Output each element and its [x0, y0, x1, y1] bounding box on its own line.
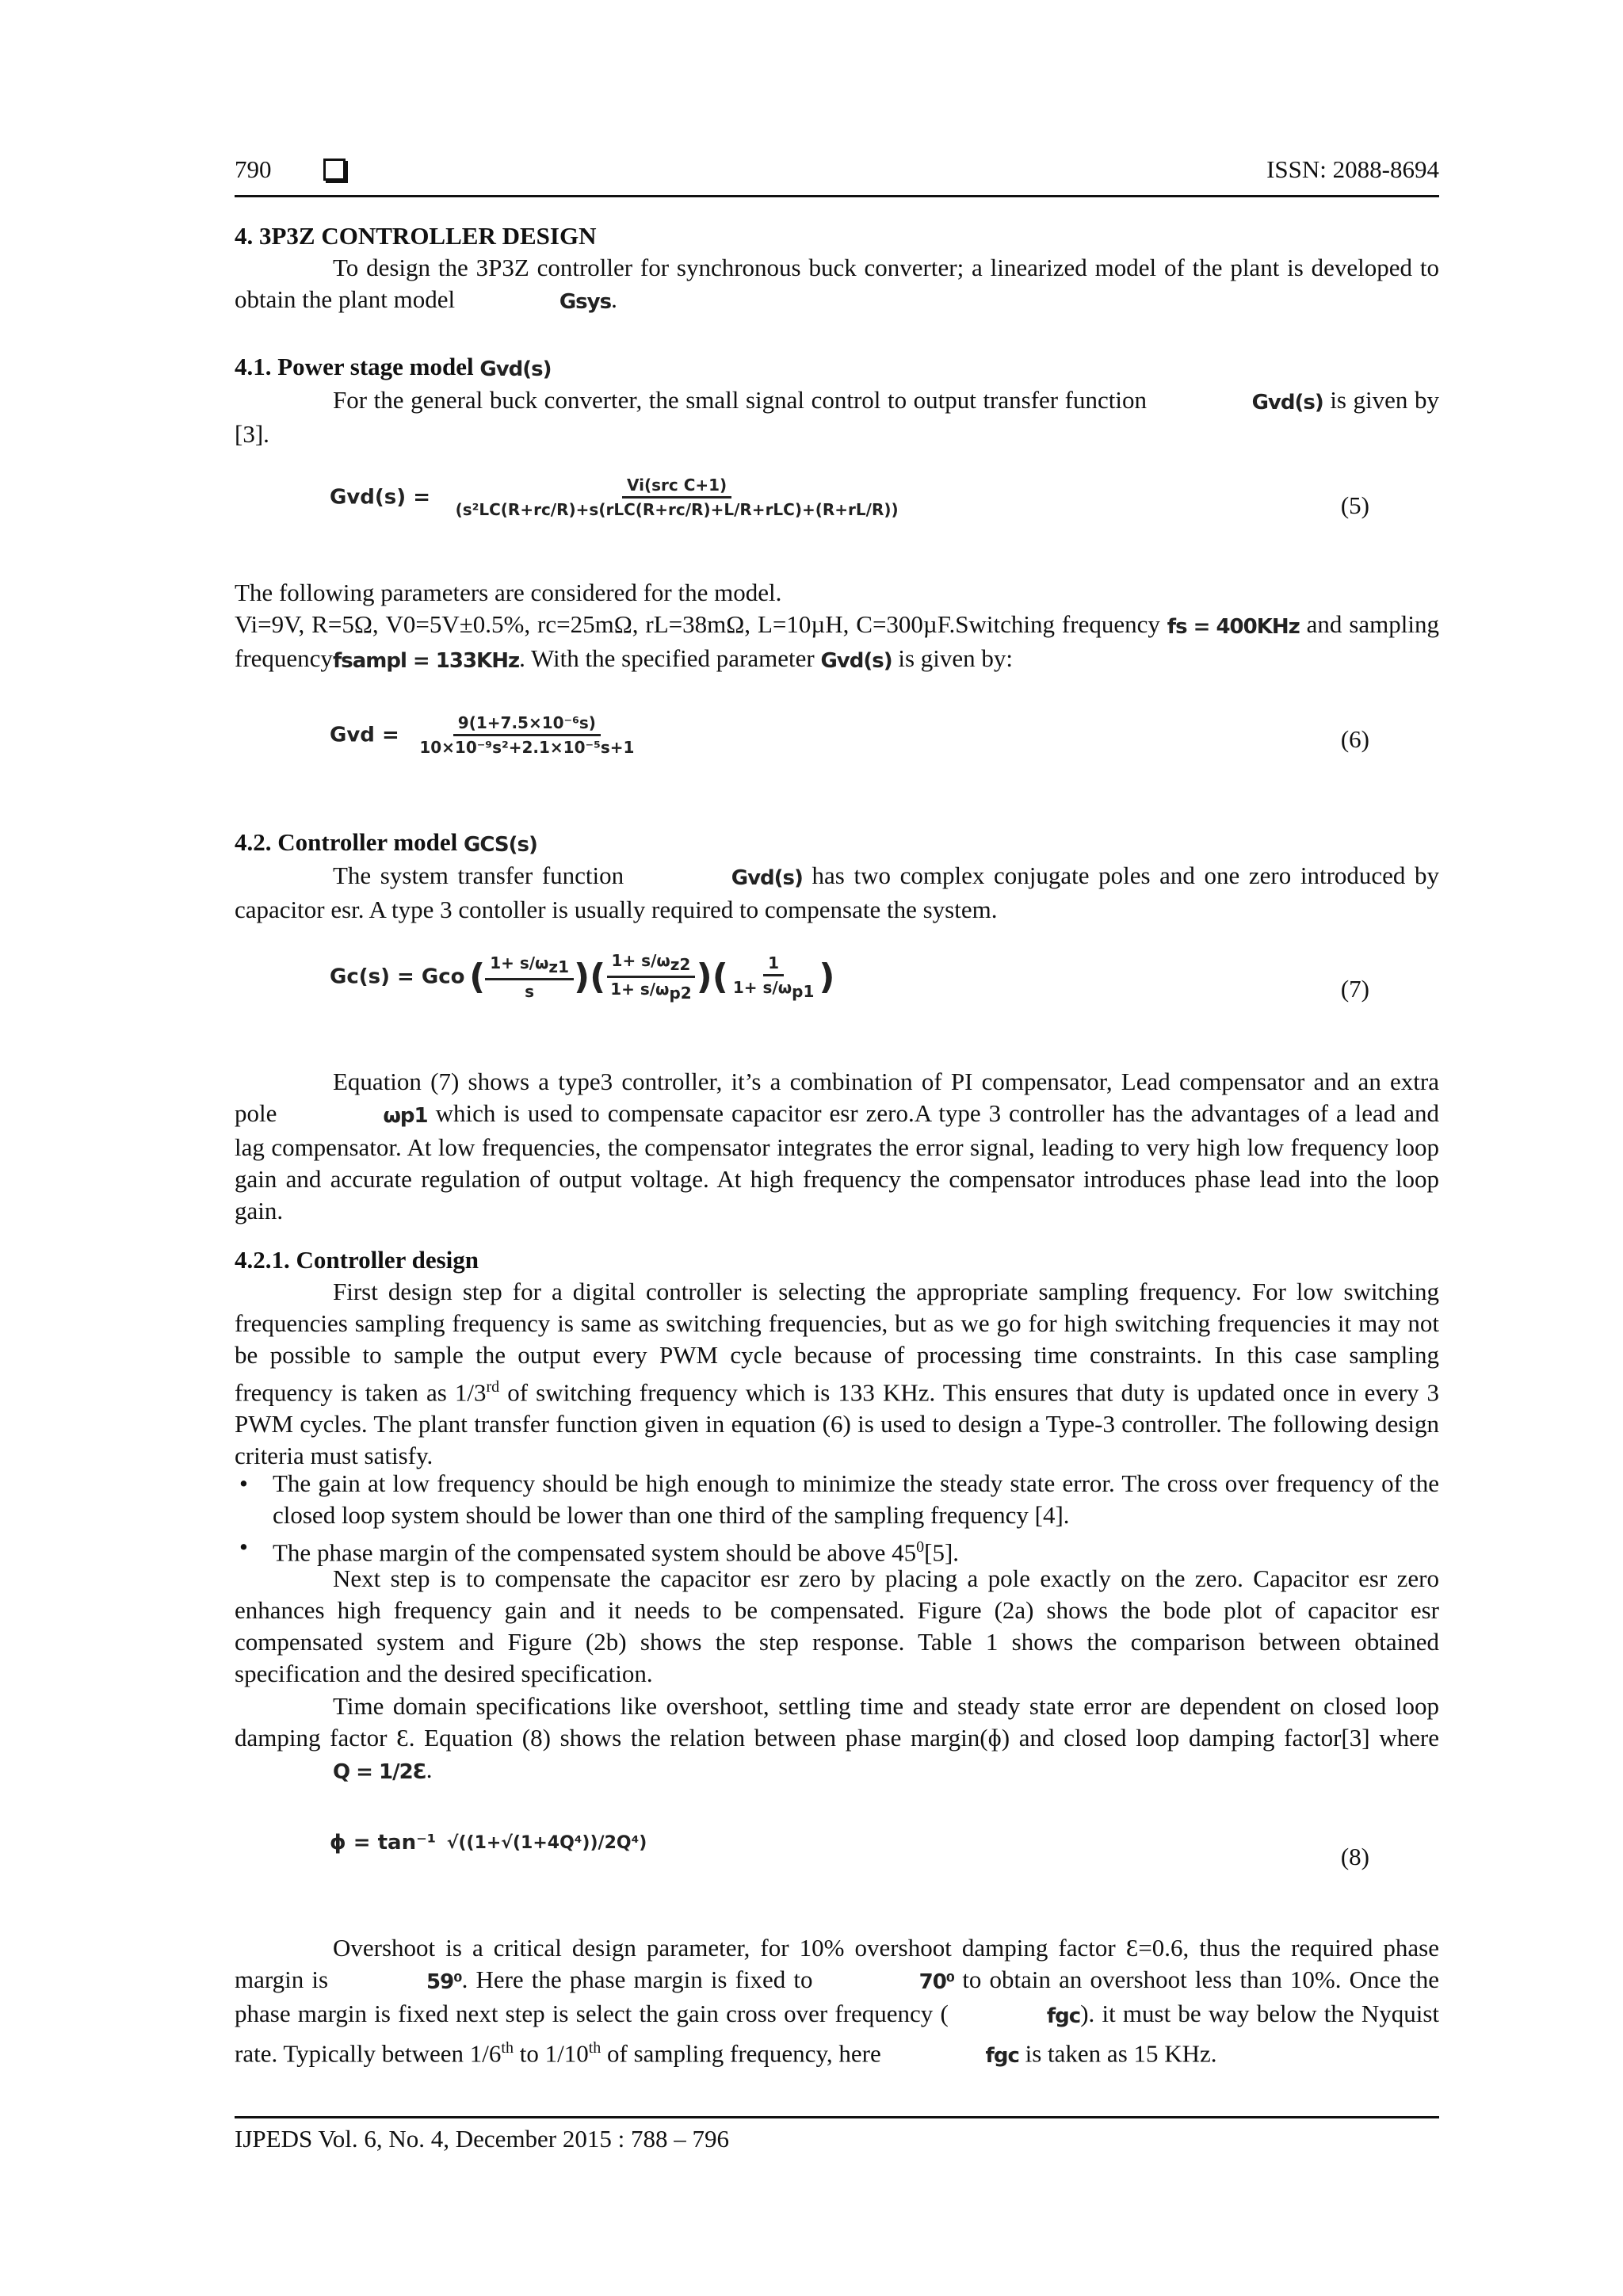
gvd-math: Gvd(s): [479, 357, 552, 381]
section-4-2-paragraph: The system transfer function Gvd(s) has two complex conjugate poles and one zero introduced by capacitor esr. A type 3 contoller is usually required to compensate the system.: [235, 861, 1440, 923]
type3-controller-paragraph: Equation (7) shows a type3 controller, it’s a combination of PI compensator, Lead compensator and an extra pole ωp1 which is used to compensate capacitor esr zero.A type 3 controller has the advantages of a lead and lag compensator. At low frequencies, the compensator integrates the error signal, leading to very high low frequency loop gain and accurate regulation of output voltage. At high frequency the compensator introduces phase lead into the loop gain.: [235, 1068, 1440, 1224]
section-4-1-paragraph: For the general buck converter, the small signal control to output transfer function Gvd(s) is given by [3].: [235, 386, 1439, 448]
equation-5: Gvd(s) = $\frac{\text{Vi(src C+1)}}{\text{(s²LC(R+rc/R)+s(rLC(R+rc/R)+L/R+rLC)+(R+rL/R))}}$: [330, 476, 899, 519]
running-header: [235, 155, 1439, 197]
section-4-paragraph: To design the 3P3Z controller for synchronous buck converter; a linearized model of the plant is developed to obtain the plant model Gsys.: [235, 252, 1439, 318]
parameters-list: Vi=9V, R=5Ω, V0=5V±0.5%, rc=25mΩ, rL=38mΩ, L=10µH, C=300µF.Switching frequency fs = 400KHz and sampling frequencyfsampl = 133KHz. With the specified parameter Gvd(s) is given by:: [235, 610, 1439, 673]
esr-compensation-paragraph: Next step is to compensate the capacitor esr zero by placing a pole exactly on the zero. Capacitor esr zero enhances high frequency gain and it needs to be compensated. Figure (2a) shows the bode plot of capacitor esr compensated system and Figure (2b) shows the step response. Table 1 shows the comparison between obtained specification and the desired specification.: [235, 1564, 1439, 1687]
equation-6: Gvd = $\frac{\text{9(1+7.5×10⁻⁶s)}}{\text{10×10⁻⁹s²+2.1×10⁻⁵s+1}}$: [330, 713, 635, 757]
page-number: 790: [235, 155, 272, 183]
time-domain-paragraph: Time domain specifications like overshoot, settling time and steady state error are dependent on closed loop damping factor Ɛ. Equation (8) shows the relation between phase margin(ɸ) and closed loop damping factor[3] where Q = 1/2Ɛ.: [235, 1692, 1439, 1784]
bullet-icon: •: [239, 1469, 248, 1497]
equation-5-number: (5): [1340, 491, 1369, 519]
running-footer: IJPEDS Vol. 6, No. 4, December 2015 : 788 – 796: [235, 2116, 1439, 2153]
equation-7-number: (7): [1340, 975, 1369, 1003]
equation-7: Gc(s) = Gco ( $\frac{1+ s/\omega_{z1}}{s}$ )( $\frac{1+ s/\omega_{z2}}{1+ s/\omega_{p2}}$ )( $\frac{1}{1+ s/\omega_{p1}}$ ): [330, 951, 835, 1003]
equation-8: ɸ = tan⁻¹ √((1+√(1+4Q⁴))/2Q⁴): [330, 1831, 647, 1855]
bullet-icon: •: [239, 1533, 248, 1561]
section-4-heading: 4. 3P3Z CONTROLLER DESIGN: [235, 222, 597, 250]
section-4-1-heading: 4.1. Power stage model Gvd(s): [235, 351, 1439, 385]
controller-design-paragraph: First design step for a digital controller is selecting the appropriate sampling frequency. For low switching frequencies sampling frequency is same as switching frequencies, but as we go for high switching frequencies it may not be possible to sample the output every PWM cycle because of processing time constraints. In this case sampling frequency is taken as 1/3rd of switching frequency which is 133 KHz. This ensures that duty is updated once in every 3 PWM cycles. The plant transfer function given in equation (6) is used to design a Type-3 controller. The following design criteria must satisfy.: [235, 1278, 1439, 1470]
equation-8-number: (8): [1340, 1843, 1369, 1870]
equation-6-number: (6): [1340, 725, 1369, 753]
design-criterion-1: • The gain at low frequency should be high enough to minimize the steady state error. The cross over frequency of the closed loop system should be lower than one third of the sampling frequency [4].: [239, 1469, 1439, 1529]
issn-label: ISSN: 2088-8694: [1266, 155, 1439, 183]
parameters-intro: The following parameters are considered for the model.: [235, 579, 782, 606]
section-4-2-heading: 4.2. Controller model GCS(s): [235, 828, 537, 857]
checkbox-glyph-icon: [323, 159, 346, 181]
section-4-2-1-heading: 4.2.1. Controller design: [235, 1246, 479, 1274]
gsys-math: Gsys: [559, 289, 612, 314]
overshoot-paragraph: Overshoot is a critical design parameter, for 10% overshoot damping factor Ɛ=0.6, thus the required phase margin is 59⁰. Here the phase margin is fixed to 70⁰ to obtain an overshoot less than 10%. Once the phase margin is fixed next step is select the gain cross over frequency ( fgc). it must be way below the Nyquist rate. Typically between 1/6th to 1/10th of sampling frequency, here fgc is taken as 15 KHz.: [235, 1934, 1439, 2068]
design-criterion-2: • The phase margin of the compensated system should be above $45^0[5]$.: [239, 1533, 960, 1567]
